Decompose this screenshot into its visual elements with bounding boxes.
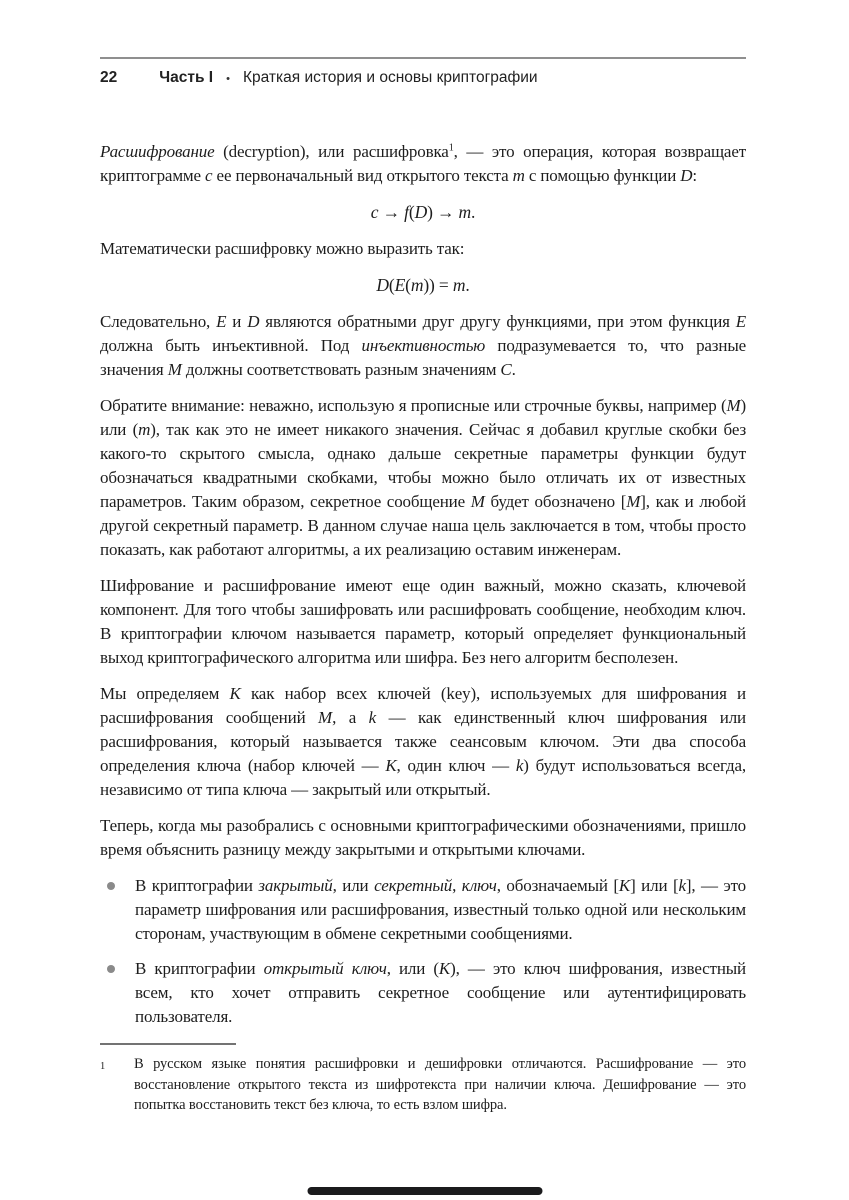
key-types-list: [100, 874, 746, 1029]
home-indicator-bar[interactable]: [307, 1187, 542, 1195]
list-item-private-key: [100, 874, 746, 946]
paragraph-key-component: Шифрование и расшифрование имеют еще один важный, можно сказать, ключевой компонент. Для того чтобы зашифровать или расшифровать сообщение, необходим ключ. В криптографии ключом называется параметр, который определяет функциональный выход криптографического алгоритма или шифра. Без него алгоритм бесполезен.: [100, 576, 746, 667]
header-separator-dot: •: [226, 73, 230, 85]
list-item-text: В криптографии открытый ключ, или (K), — это ключ шифрования, известный всем, кто хочет отправить секретное сообщение или аутентифицировать пользователя.: [135, 959, 746, 1026]
paragraph-decryption-definition: Расшифрование (decryption), или расшифровка$^1$, — это операция, которая возвращает криптограмме c ее первоначальный вид открытого текста m с помощью функции D:: [100, 142, 746, 185]
footnote-marker: 1: [100, 1061, 106, 1072]
paragraph-inverse-functions: Следовательно, E и D являются обратными друг другу функциями, при этом функция E должна быть инъективной. Под инъективностью подразумевается то, что разные значения M должны соответствовать разным значениям C.: [100, 312, 746, 379]
paragraph-key-set-definition: Мы определяем K как набор всех ключей (key), используемых для шифрования и расшифрования сообщений M, а k — как единственный ключ шифрования или расшифрования, который называется также сеансовым ключом. Эти два способа определения ключа (набор ключей — K, один ключ — k) будут использоваться всегда, независимо от типа ключа — закрытый или открытый.: [100, 684, 747, 799]
paragraph-math-intro: Математически расшифровку можно выразить так:: [100, 239, 465, 258]
paragraph-brackets-notation: Обратите внимание: неважно, использую я прописные или строчные буквы, например (M) или (m), так как это не имеет никакого значения. Сейчас я добавил круглые скобки без какого-то скрытого смысла, однако дальше секретные параметры функции будут обозначаться квадратными скобками, чтобы можно было отличать их от известных параметров. Таким образом, секретное сообщение M будет обозначено [M], как и любой другой секретный параметр. В данном случае наша цель заключается в том, чтобы просто показать, как работают алгоритмы, а их реализацию оставим инженерам.: [100, 396, 747, 559]
page-number: 22: [100, 69, 118, 86]
part-label: Часть I: [159, 69, 214, 86]
chapter-title: Краткая история и основы криптографии: [242, 69, 538, 86]
page-header: [100, 69, 746, 87]
footnote-text: В русском языке понятия расшифровки и дешифровки отличаются. Расшифрование — это восстановление открытого текста из шифротекста при наличии ключа. Дешифрование — это попытка восстановить текст без ключа, то есть взлом шифра.: [134, 1056, 746, 1113]
list-item-public-key: [100, 957, 746, 1029]
footnote-separator: [100, 1043, 236, 1045]
formula-decryption-flow: c → f(D) → m.: [370, 202, 476, 222]
list-item-text: В криптографии закрытый, или секретный, ключ, обозначаемый [K] или [k], — это параметр шифрования или расшифрования, известный только одной или нескольким сторонам, участвующим в обмене секретными сообщениями.: [135, 876, 747, 943]
formula-decryption-identity: D(E(m)) = m.: [376, 275, 470, 295]
header-rule: [100, 57, 746, 59]
bullet-marker-icon: [107, 965, 115, 973]
bullet-marker-icon: [107, 882, 115, 890]
paragraph-key-types-intro: Теперь, когда мы разобрались с основными криптографическими обозначениями, пришло время объяснить разницу между закрытыми и открытыми ключами.: [100, 816, 746, 859]
footnote: [100, 1043, 746, 1116]
page-content: [100, 140, 746, 1116]
